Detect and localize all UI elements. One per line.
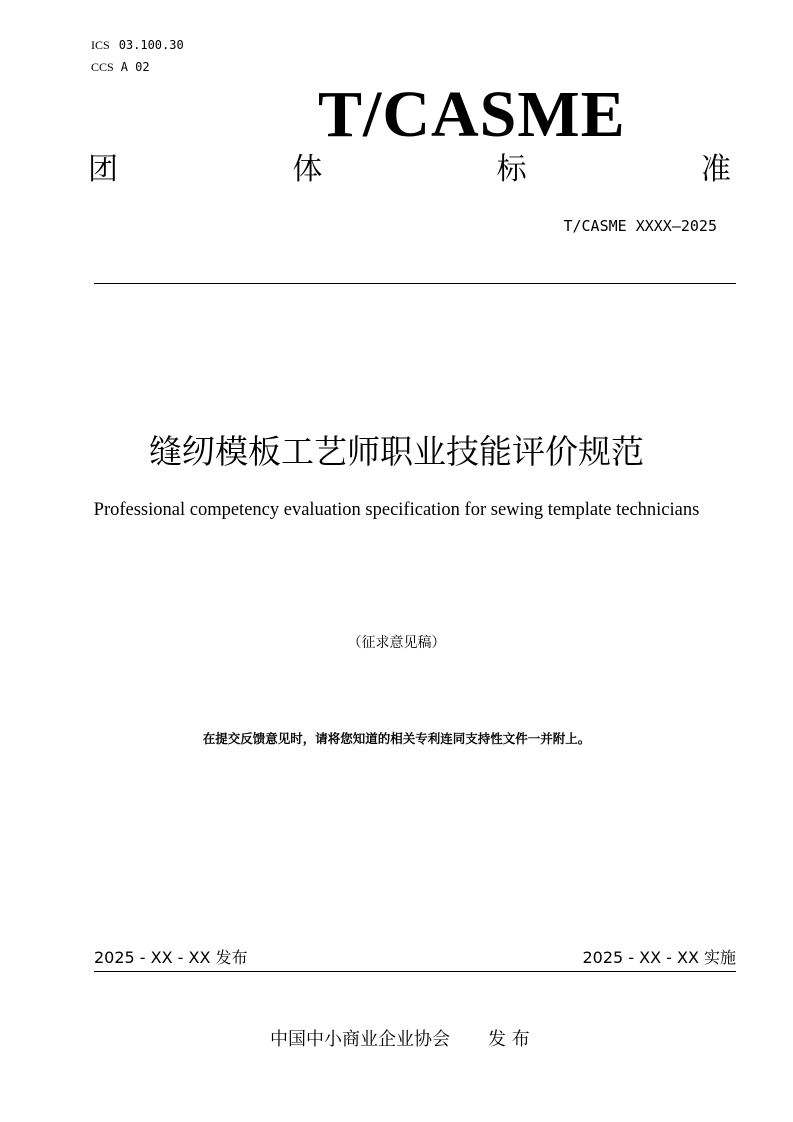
organization-logo: T/CASME bbox=[318, 78, 626, 151]
ccs-label: CCS bbox=[91, 60, 114, 74]
implement-date: 2025 - XX - XX 实施 bbox=[582, 948, 736, 967]
title-chinese: 缝纫模板工艺师职业技能评价规范 bbox=[149, 432, 644, 471]
publisher-line bbox=[270, 1025, 530, 1051]
publish-date: 2025 - XX - XX 发布 bbox=[94, 948, 248, 967]
draft-label: （征求意见稿） bbox=[347, 636, 446, 651]
standard-type-char: 标 bbox=[496, 152, 527, 187]
standard-type-char: 准 bbox=[700, 152, 731, 187]
standard-number: T/CASME XXXX—2025 bbox=[563, 217, 717, 235]
header-divider bbox=[94, 283, 736, 284]
ccs-code: A 02 bbox=[120, 60, 150, 74]
ics-label: ICS bbox=[91, 38, 110, 52]
publisher-action: 发 布 bbox=[488, 1029, 530, 1050]
ics-line bbox=[91, 38, 184, 53]
standard-type-char: 团 bbox=[88, 152, 118, 187]
ics-code: 03.100.30 bbox=[118, 38, 184, 52]
footer-divider bbox=[94, 971, 736, 972]
publisher-name: 中国中小商业企业协会 bbox=[270, 1029, 450, 1050]
standard-type bbox=[88, 152, 731, 188]
standard-type-char: 体 bbox=[292, 152, 323, 187]
patent-notice: 在提交反馈意见时，请将您知道的相关专利连同支持性文件一并附上。 bbox=[202, 731, 591, 746]
title-english: Professional competency evaluation specification for sewing template technicians bbox=[93, 500, 700, 520]
ccs-line bbox=[91, 60, 150, 75]
